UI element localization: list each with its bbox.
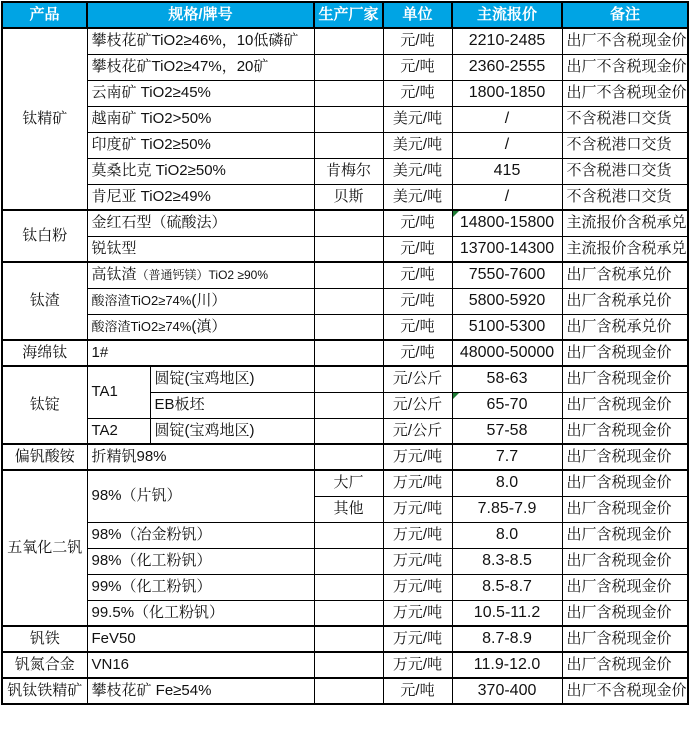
unit-cell: 元/吨	[383, 54, 452, 80]
spec-cell: 99%（化工粉钒）	[87, 574, 314, 600]
manufacturer-cell	[314, 80, 383, 106]
unit-cell: 万元/吨	[383, 652, 452, 678]
spec-cell: 98%（冶金粉钒）	[87, 522, 314, 548]
table-row	[2, 80, 688, 106]
price-cell: 58-63	[452, 366, 562, 392]
unit-cell: 元/吨	[383, 262, 452, 288]
spec-cell: 折精钒98%	[87, 444, 314, 470]
header-spec: 规格/牌号	[87, 2, 314, 28]
header-manufacturer: 生产厂家	[314, 2, 383, 28]
manufacturer-cell	[314, 600, 383, 626]
unit-cell: 万元/吨	[383, 626, 452, 652]
product-cell: 钛锭	[2, 366, 87, 444]
note-cell: 出厂含税现金价	[562, 574, 688, 600]
manufacturer-cell	[314, 392, 383, 418]
spec-text-part: 酸溶渣TiO2≥74%	[91, 292, 192, 308]
comment-indicator-icon	[453, 211, 459, 217]
product-cell: 钒钛铁精矿	[2, 678, 87, 704]
price-cell: 11.9-12.0	[452, 652, 562, 678]
manufacturer-cell	[314, 262, 383, 288]
spec-cell: 印度矿 TiO2≥50%	[87, 132, 314, 158]
spec-text-part: 酸溶渣TiO2≥74%	[91, 318, 192, 334]
price-cell: 8.5-8.7	[452, 574, 562, 600]
unit-cell: 美元/吨	[383, 184, 452, 210]
spec-text-part: (滇）	[191, 317, 227, 335]
manufacturer-cell	[314, 418, 383, 444]
unit-cell: 元/吨	[383, 80, 452, 106]
unit-cell: 元/吨	[383, 288, 452, 314]
note-cell: 出厂含税现金价	[562, 496, 688, 522]
table-row	[2, 678, 688, 704]
unit-cell: 美元/吨	[383, 158, 452, 184]
header-note: 备注	[562, 2, 688, 28]
table-row	[2, 418, 688, 444]
spec-cell: 98%（化工粉钒）	[87, 548, 314, 574]
manufacturer-cell	[314, 678, 383, 704]
spec-cell: FeV50	[87, 626, 314, 652]
manufacturer-cell	[314, 366, 383, 392]
header-unit: 单位	[383, 2, 452, 28]
price-cell: 5100-5300	[452, 314, 562, 340]
manufacturer-cell: 肯梅尔	[314, 158, 383, 184]
note-cell: 出厂含税现金价	[562, 600, 688, 626]
spec-text-part: (川）	[191, 291, 227, 309]
note-cell: 出厂含税承兑价	[562, 288, 688, 314]
price-cell: 10.5-11.2	[452, 600, 562, 626]
grade-cell: TA1	[87, 366, 150, 418]
unit-cell: 元/吨	[383, 340, 452, 366]
header-price: 主流报价	[452, 2, 562, 28]
price-cell: 13700-14300	[452, 236, 562, 262]
note-cell: 出厂含税现金价	[562, 340, 688, 366]
manufacturer-cell: 贝斯	[314, 184, 383, 210]
product-cell: 海绵钛	[2, 340, 87, 366]
table-row	[2, 626, 688, 652]
note-cell: 不含税港口交货	[562, 184, 688, 210]
manufacturer-cell	[314, 314, 383, 340]
unit-cell: 元/吨	[383, 28, 452, 54]
manufacturer-cell: 其他	[314, 496, 383, 522]
table-row	[2, 444, 688, 470]
table-row	[2, 132, 688, 158]
spec-cell	[87, 314, 314, 340]
table-row	[2, 210, 688, 236]
spec-text-part: 高钛渣	[91, 266, 137, 283]
unit-cell: 万元/吨	[383, 600, 452, 626]
table-row	[2, 288, 688, 314]
unit-cell: 元/吨	[383, 678, 452, 704]
table-row	[2, 106, 688, 132]
price-cell: 7550-7600	[452, 262, 562, 288]
price-cell: 7.7	[452, 444, 562, 470]
manufacturer-cell	[314, 574, 383, 600]
manufacturer-cell	[314, 548, 383, 574]
price-text: 14800-15800	[459, 214, 555, 232]
price-cell: 8.0	[452, 522, 562, 548]
spec-text-part: （普通钙镁）	[136, 268, 209, 282]
note-cell: 出厂含税承兑价	[562, 262, 688, 288]
price-cell: 370-400	[452, 678, 562, 704]
manufacturer-cell: 大厂	[314, 470, 383, 496]
unit-cell: 元/公斤	[383, 392, 452, 418]
unit-cell: 万元/吨	[383, 522, 452, 548]
price-cell: 57-58	[452, 418, 562, 444]
product-cell: 钛渣	[2, 262, 87, 340]
manufacturer-cell	[314, 106, 383, 132]
product-cell: 钒铁	[2, 626, 87, 652]
manufacturer-cell	[314, 340, 383, 366]
price-cell: 5800-5920	[452, 288, 562, 314]
unit-cell: 万元/吨	[383, 470, 452, 496]
table-row	[2, 184, 688, 210]
manufacturer-cell	[314, 626, 383, 652]
spec-cell: 99.5%（化工粉钒）	[87, 600, 314, 626]
note-cell: 出厂含税现金价	[562, 652, 688, 678]
price-cell: 8.0	[452, 470, 562, 496]
spec-text-part: TiO2 ≥90%	[208, 268, 269, 282]
price-cell: 8.3-8.5	[452, 548, 562, 574]
unit-cell: 万元/吨	[383, 574, 452, 600]
price-cell: 1800-1850	[452, 80, 562, 106]
manufacturer-cell	[314, 444, 383, 470]
spec-cell	[87, 262, 314, 288]
unit-cell: 万元/吨	[383, 496, 452, 522]
product-cell: 偏钒酸铵	[2, 444, 87, 470]
product-cell: 钒氮合金	[2, 652, 87, 678]
manufacturer-cell	[314, 210, 383, 236]
note-cell: 出厂含税现金价	[562, 522, 688, 548]
unit-cell: 元/吨	[383, 314, 452, 340]
manufacturer-cell	[314, 54, 383, 80]
unit-cell: 元/吨	[383, 236, 452, 262]
note-cell: 出厂含税现金价	[562, 548, 688, 574]
price-cell: 415	[452, 158, 562, 184]
price-text: 65-70	[486, 396, 528, 414]
comment-indicator-icon	[453, 393, 459, 399]
manufacturer-cell	[314, 522, 383, 548]
price-cell: 7.85-7.9	[452, 496, 562, 522]
note-cell: 出厂含税现金价	[562, 470, 688, 496]
manufacturer-cell	[314, 28, 383, 54]
table-row	[2, 28, 688, 54]
manufacturer-cell	[314, 652, 383, 678]
note-cell: 不含税港口交货	[562, 132, 688, 158]
product-cell: 五氧化二钒	[2, 470, 87, 626]
spec-cell	[87, 288, 314, 314]
titanium-vanadium-price-table	[1, 1, 689, 705]
unit-cell: 元/公斤	[383, 418, 452, 444]
spec-cell: 锐钛型	[87, 236, 314, 262]
manufacturer-cell	[314, 132, 383, 158]
price-cell: /	[452, 132, 562, 158]
table-row	[2, 314, 688, 340]
table-row	[2, 522, 688, 548]
table-row	[2, 158, 688, 184]
sub-spec-cell: EB板坯	[150, 392, 314, 418]
note-cell: 出厂不含税现金价	[562, 28, 688, 54]
unit-cell: 元/吨	[383, 210, 452, 236]
spec-cell: 1#	[87, 340, 314, 366]
grade-cell: TA2	[87, 418, 150, 444]
table-row	[2, 470, 688, 496]
table-row	[2, 236, 688, 262]
note-cell: 不含税港口交货	[562, 106, 688, 132]
manufacturer-cell	[314, 236, 383, 262]
price-cell: /	[452, 106, 562, 132]
note-cell: 出厂不含税现金价	[562, 80, 688, 106]
table-row	[2, 652, 688, 678]
spec-cell: 肯尼亚 TiO2≥49%	[87, 184, 314, 210]
header-product: 产品	[2, 2, 87, 28]
spec-cell: 越南矿 TiO2>50%	[87, 106, 314, 132]
table-row	[2, 262, 688, 288]
note-cell: 出厂不含税现金价	[562, 54, 688, 80]
table-row	[2, 366, 688, 392]
price-cell	[452, 210, 562, 236]
price-cell: /	[452, 184, 562, 210]
product-cell: 钛白粉	[2, 210, 87, 262]
spec-cell: 攀枝花矿TiO2≥46%，10低磷矿	[87, 28, 314, 54]
note-cell: 出厂含税现金价	[562, 444, 688, 470]
spec-cell: 云南矿 TiO2≥45%	[87, 80, 314, 106]
table-row	[2, 600, 688, 626]
table-row	[2, 340, 688, 366]
product-cell: 钛精矿	[2, 28, 87, 210]
table-row	[2, 548, 688, 574]
price-cell: 8.7-8.9	[452, 626, 562, 652]
table-row	[2, 54, 688, 80]
note-cell: 出厂含税承兑价	[562, 314, 688, 340]
header-row	[2, 2, 688, 28]
unit-cell: 元/公斤	[383, 366, 452, 392]
unit-cell: 万元/吨	[383, 548, 452, 574]
unit-cell: 美元/吨	[383, 132, 452, 158]
manufacturer-cell	[314, 288, 383, 314]
table-row	[2, 574, 688, 600]
price-cell: 2360-2555	[452, 54, 562, 80]
spec-cell: 金红石型（硫酸法）	[87, 210, 314, 236]
spec-cell: 攀枝花矿 Fe≥54%	[87, 678, 314, 704]
note-cell: 出厂含税现金价	[562, 392, 688, 418]
note-cell: 出厂含税现金价	[562, 366, 688, 392]
spec-cell: 攀枝花矿TiO2≥47%，20矿	[87, 54, 314, 80]
sub-spec-cell: 圆锭(宝鸡地区)	[150, 418, 314, 444]
note-cell: 主流报价含税承兑	[562, 236, 688, 262]
note-cell: 出厂含税现金价	[562, 418, 688, 444]
price-cell: 2210-2485	[452, 28, 562, 54]
unit-cell: 万元/吨	[383, 444, 452, 470]
note-cell: 出厂不含税现金价	[562, 678, 688, 704]
unit-cell: 美元/吨	[383, 106, 452, 132]
note-cell: 主流报价含税承兑	[562, 210, 688, 236]
spec-cell: 98%（片钒）	[87, 470, 314, 522]
spec-cell: VN16	[87, 652, 314, 678]
price-cell: 48000-50000	[452, 340, 562, 366]
spec-cell: 莫桑比克 TiO2≥50%	[87, 158, 314, 184]
price-cell	[452, 392, 562, 418]
note-cell: 出厂含税现金价	[562, 626, 688, 652]
sub-spec-cell: 圆锭(宝鸡地区)	[150, 366, 314, 392]
note-cell: 不含税港口交货	[562, 158, 688, 184]
